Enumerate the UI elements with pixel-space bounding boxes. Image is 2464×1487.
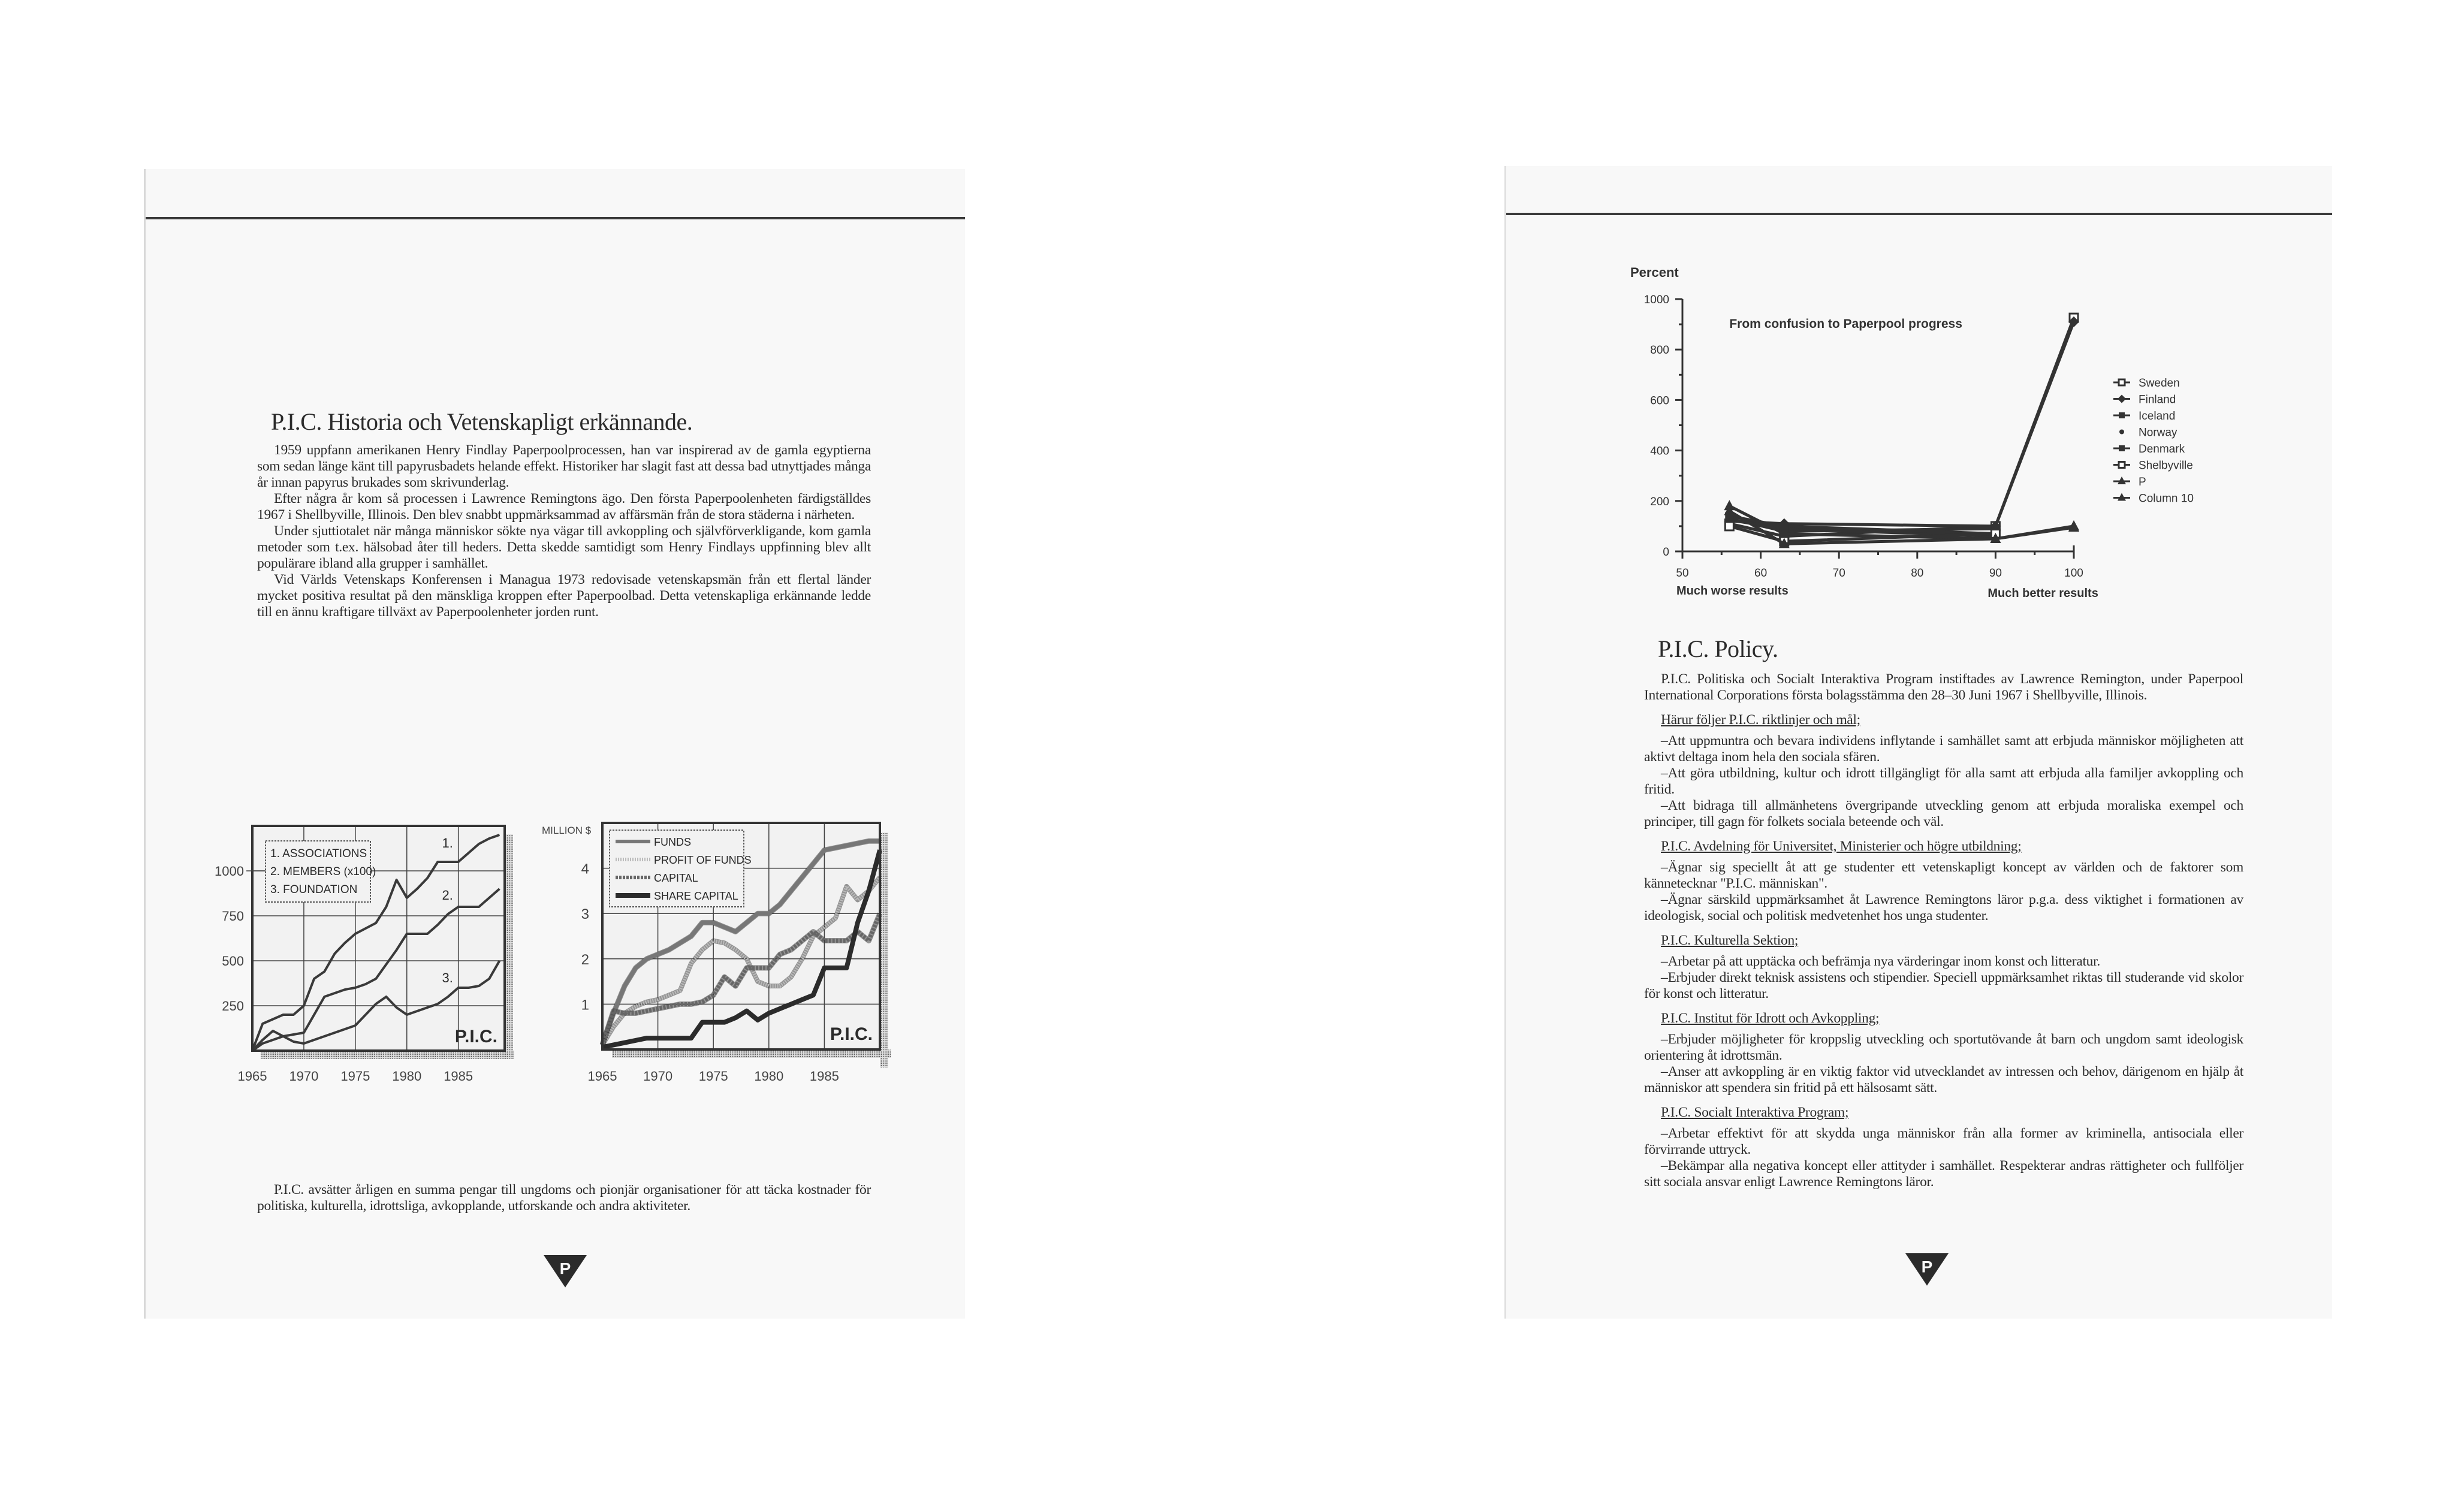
- series-line: [1729, 322, 2074, 526]
- header-rule: [1506, 213, 2332, 215]
- x-tick-label: 100: [2064, 567, 2083, 580]
- paragraph: Under sjuttiotalet när många människor sökte nya vägar till avkoppling och självförverkligande, kom gamla metoder som t.ex. hälsobad åter till heders. Detta skedde samtidigt som Henry Findlays uppfinning blev allt populärare ibland alla grupper i samhället.: [257, 523, 871, 571]
- pic-logo-icon: [1903, 1252, 1951, 1288]
- y-tick-label: 1000: [215, 864, 244, 879]
- policy-item: –Arbetar effektivt för att skydda unga människor från alla former av kriminella, antisociala eller förvirrande uttryck.: [1644, 1126, 2243, 1157]
- closing-text: [257, 1182, 871, 1214]
- x-tick-label: 1970: [643, 1069, 673, 1084]
- series-label: 3.: [442, 970, 453, 985]
- section-title: P.I.C. Avdelning för Universitet, Ministerier och högre utbildning;: [1661, 838, 2022, 854]
- policy-item: –Ägnar sig speciellt åt att ge studenter ett vetenskapligt koncept av världen och de faktorer som kännetecknar "P.I.C. människan".: [1644, 859, 2243, 891]
- x-tick-label: 1970: [289, 1069, 319, 1084]
- marker: [2119, 462, 2125, 468]
- x-tick-label: 1975: [698, 1069, 728, 1084]
- x-tick-label: 80: [1911, 567, 1924, 580]
- section-title: P.I.C. Kulturella Sektion;: [1661, 933, 1799, 948]
- legend-item: Denmark: [2139, 443, 2185, 456]
- x-tick-label: 1985: [444, 1069, 474, 1084]
- paragraph: Efter några år kom så processen i Lawrence Remingtons ägo. Den första Paperpoolenheten färdigställdes 1967 i Shellbyville, Illinois. Den blev snabbt uppmärksammad av affärsmän från de stora städerna i närheten.: [257, 491, 871, 523]
- y-tick-label: 4: [581, 861, 589, 877]
- marker: [2119, 412, 2125, 418]
- legend-item: 2. MEMBERS (x100): [270, 865, 376, 878]
- x-tick-label: 1980: [392, 1069, 422, 1084]
- legend-item: FUNDS: [654, 836, 691, 848]
- y-tick-label: 750: [222, 909, 244, 924]
- series-sweden: [1725, 313, 2078, 541]
- y-tick-label: 600: [1650, 394, 1669, 408]
- marker: [2119, 445, 2125, 451]
- series-label: 1.: [442, 836, 453, 850]
- y-tick-label: 200: [1650, 495, 1669, 508]
- y-tick-label: 3: [581, 906, 589, 923]
- policy-item: –Anser att avkoppling är en viktig faktor vid utvecklandet av intressen och behov, därigenom en hjälp åt människor att spendera sin fritid på ett hälsosamt sätt.: [1644, 1064, 2243, 1096]
- history-text: [257, 442, 871, 620]
- chart-shadow: [612, 1049, 891, 1058]
- y-tick-label: 400: [1650, 445, 1669, 458]
- marker: [1725, 522, 1733, 530]
- marker: [2119, 379, 2125, 385]
- legend-item: Column 10: [2139, 492, 2194, 505]
- paragraph: P.I.C. avsätter årligen en summa pengar till ungdoms och pionjär organisationer för att täcka kostnader för politiska, kulturella, idrottsliga, avkopplande, utforskande och andra aktiviteter.: [257, 1182, 871, 1214]
- section-title: Härur följer P.I.C. riktlinjer och mål;: [1661, 712, 1860, 728]
- x-tick-label: 1985: [809, 1069, 839, 1084]
- x-tick-label: 1975: [340, 1069, 370, 1084]
- y-tick-label: 500: [222, 954, 244, 969]
- x-tick-label: 70: [1832, 567, 1845, 580]
- legend-item: Norway: [2139, 426, 2178, 439]
- chart-shadow: [505, 834, 513, 1059]
- y-tick-label: 0: [1663, 546, 1669, 559]
- marker: [2119, 430, 2124, 435]
- header-rule: [146, 217, 965, 219]
- chart-shadow: [261, 1051, 514, 1059]
- chart-shadow: [880, 833, 888, 1067]
- paragraph: Vid Världs Vetenskaps Konferensen i Managua 1973 redovisade vetenskapsmän från ett flertal länder mycket positiva resultat på den mänskliga kroppen efter Paperpoolbad. Detta vetenskapliga erkännande ledde till en ännu kraftigare tillväxt av Paperpoolenheter jorden runt.: [257, 572, 871, 620]
- left-page: [144, 169, 965, 1319]
- policy-item: –Att göra utbildning, kultur och idrott tillgängligt för alla samt att erbjuda alla familjer avkoppling och fritid.: [1644, 765, 2243, 797]
- legend-item: Iceland: [2139, 410, 2176, 423]
- chart-title: From confusion to Paperpool progress: [1729, 317, 1962, 331]
- legend-item: P: [2139, 476, 2146, 488]
- legend-item: Finland: [2139, 393, 2176, 406]
- page-title: P.I.C. Historia och Vetenskapligt erkännande.: [271, 408, 693, 435]
- policy-text: [1644, 671, 2243, 1190]
- x-tick-label: 50: [1676, 567, 1689, 580]
- y-tick-label: 250: [222, 999, 244, 1014]
- series-finland: [1724, 316, 2079, 532]
- x-tick-label: 60: [1754, 567, 1768, 580]
- chart-watermark: P.I.C.: [830, 1024, 873, 1044]
- series-label: 2.: [442, 888, 453, 903]
- paragraph: 1959 uppfann amerikanen Henry Findlay Paperpoolprocessen, han var inspirerad av de gamla egyptierna som sedan länge känt till papyrusbadets helande effekt. Historiker har slagit fast att dessa bad utnyttjades många år innan papyrus brukades som skrivunderlag.: [257, 442, 871, 490]
- x-tick-label: 1965: [237, 1069, 267, 1084]
- finance-chart: [539, 815, 911, 1103]
- y-tick-label: 2: [581, 951, 589, 968]
- logo-letter: P: [1921, 1257, 1933, 1276]
- x-axis-label-right: Much better results: [1988, 587, 2098, 600]
- legend-item: 1. ASSOCIATIONS: [270, 847, 367, 860]
- x-axis-label-left: Much worse results: [1676, 584, 1789, 598]
- policy-item: –Erbjuder möjligheter för kroppslig utveckling och sportutövande åt barn och ungdom samt ideologisk orientering åt idrottsmän.: [1644, 1031, 2243, 1063]
- y-tick-label: 1000: [1643, 294, 1669, 306]
- policy-item: –Arbetar på att upptäcka och befrämja nya värderingar inom konst och litteratur.: [1661, 954, 2100, 969]
- series-line: [1729, 318, 2074, 536]
- progress-chart: [1612, 258, 2272, 617]
- logo-letter: P: [559, 1259, 571, 1278]
- series-p: [1724, 500, 2079, 543]
- legend-item: Sweden: [2139, 377, 2180, 390]
- section-title: P.I.C. Socialt Interaktiva Program;: [1661, 1105, 1849, 1120]
- policy-item: –Erbjuder direkt teknisk assistens och stipendier. Speciell uppmärksamhet riktas till studerande vid skolor för konst och litteratur.: [1644, 970, 2243, 1002]
- policy-item: –Att uppmuntra och bevara individens inflytande i samhället samt att erbjuda människor möjligheten att aktivt deltaga inom hela den sociala sfären.: [1644, 733, 2243, 765]
- x-tick-label: 1965: [587, 1069, 617, 1084]
- y-axis-label: Percent: [1630, 265, 1679, 280]
- section-title: P.I.C. Institut för Idrott och Avkoppling;: [1661, 1011, 1880, 1026]
- intro-paragraph: P.I.C. Politiska och Socialt Interaktiva Program instiftades av Lawrence Remington, under Paperpool International Corporations första bolagsstämma den 28–30 Juni 1967 i Shellbyville, Illinois.: [1644, 671, 2243, 703]
- y-tick-label: 1: [581, 997, 589, 1014]
- y-axis-label: MILLION $: [542, 825, 592, 836]
- growth-chart: [198, 815, 557, 1103]
- marker: [2118, 395, 2126, 403]
- legend-item: SHARE CAPITAL: [654, 890, 738, 902]
- y-tick-label: 800: [1650, 344, 1669, 357]
- chart-watermark: P.I.C.: [454, 1027, 497, 1046]
- policy-item: –Att bidraga till allmänhetens övergripande utveckling genom att erbjuda moraliska exempel och principer, till gagn för folkets sociala beteende och väl.: [1644, 798, 2243, 830]
- policy-item: –Bekämpar alla negativa koncept eller attityder i samhället. Respekterar andras rättigheter och fullföljer sitt sociala ansvar enligt Lawrence Remingtons läror.: [1644, 1158, 2243, 1190]
- page-title: P.I.C. Policy.: [1658, 635, 1778, 662]
- legend-item: PROFIT OF FUNDS: [654, 854, 752, 866]
- x-tick-label: 1980: [754, 1069, 784, 1084]
- pic-logo-icon: [541, 1254, 589, 1290]
- legend-item: Shelbyville: [2139, 459, 2193, 472]
- policy-item: –Ägnar särskild uppmärksamhet åt Lawrence Remingtons läror p.g.a. dess viktighet i formationen av ideologisk, social och politisk medvetenhet hos unga studenter.: [1644, 892, 2243, 924]
- legend-item: CAPITAL: [654, 872, 698, 884]
- x-tick-label: 90: [1989, 567, 2002, 580]
- legend-item: 3. FOUNDATION: [270, 883, 358, 896]
